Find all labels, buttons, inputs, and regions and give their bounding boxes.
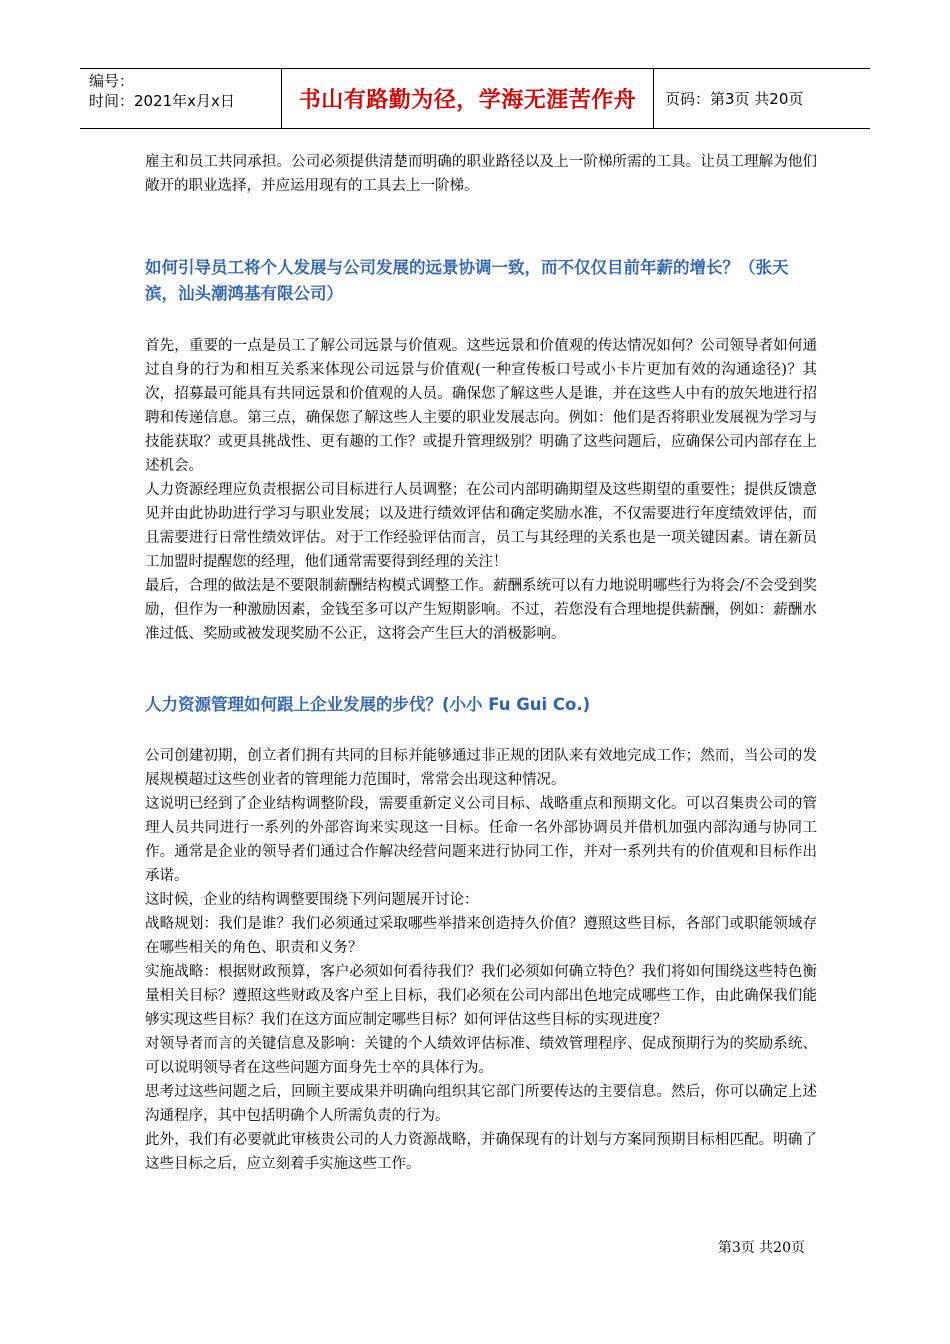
header-motto: 书山有路勤为径，学海无涯苦作舟 [282, 69, 654, 128]
paragraph: 这说明已经到了企业结构调整阶段，需要重新定义公司目标、战略重点和预期文化。可以召集贵公司的管理人员共同进行一系列的外部咨询来实现这一目标。任命一名外部协调员并借机加强内部沟通与协同工作。通常是企业的领导者们通过合作解决经营问题来进行协同工作，并对一系列共有的价值观和目标作出承诺。 [145, 796, 817, 884]
header-left-cell [80, 69, 282, 128]
section-heading: 如何引导员工将个人发展与公司发展的远景协调一致，而不仅仅目前年薪的增长？（张天滨，汕头潮鸿基有限公司） [145, 258, 789, 303]
page-footer: 第3页 共20页 [717, 1240, 805, 1256]
doc-number-label: 编号： [89, 72, 135, 90]
paragraph: 实施战略：根据财政预算，客户必须如何看待我们？我们必须如何确立特色？我们将如何围绕这些特色衡量相关目标？遵照这些财政及客户至上目标，我们必须在公司内部出色地完成哪些工作，由此确保我们能够实现这些目标？我们在这方面应制定哪些目标？如何评估这些目标的实现进度？ [145, 964, 817, 1028]
paragraph: 雇主和员工共同承担。公司必须提供清楚而明确的职业路径以及上一阶梯所需的工具。让员工理解为他们敞开的职业选择，并应运用现有的工具去上一阶梯。 [145, 154, 817, 194]
paragraph: 公司创建初期，创立者们拥有共同的目标并能够通过非正规的团队来有效地完成工作；然而，当公司的发展规模超过这些创业者的管理能力范围时，常常会出现这种情况。 [145, 748, 817, 788]
paragraph: 对领导者而言的关键信息及影响：关键的个人绩效评估标准、绩效管理程序、促成预期行为的奖励系统、可以说明领导者在这些问题方面身先士卒的具体行为。 [145, 1036, 817, 1076]
paragraph: 首先，重要的一点是员工了解公司远景与价值观。这些远景和价值观的传达情况如何？公司领导者如何通过自身的行为和相互关系来体现公司远景与价值观(一种宣传板口号或小卡片更加有效的沟通途径)？其次，招募最可能具有共同远景和价值观的人员。确保您了解这些人是谁，并在这些人中有的放矢地进行招聘和传递信息。第三点，确保您了解这些人主要的职业发展志向。例如：他们是否将职业发展视为学习与技能获取？或更具挑战性、更有趣的工作？或提升管理级别？明确了这些问题后，应确保公司内部存在上述机会。 [145, 338, 817, 474]
paragraph: 战略规划：我们是谁？我们必须通过采取哪些举措来创造持久价值？遵照这些目标，各部门或职能领域存在哪些相关的角色、职责和义务？ [145, 916, 817, 956]
section-heading: 人力资源管理如何跟上企业发展的步伐？(小小 Fu Gui Co.) [145, 695, 591, 714]
date-label: 时间：2021年x月x日 [89, 92, 235, 110]
header-page-info: 页码：第3页 共20页 [665, 90, 804, 108]
page-header [80, 68, 870, 129]
paragraph: 思考过这些问题之后，回顾主要成果并明确向组织其它部门所要传达的主要信息。然后，你可以确定上述沟通程序，其中包括明确个人所需负责的行为。 [145, 1084, 817, 1124]
document-body [145, 150, 817, 1176]
paragraph: 这时候，企业的结构调整要围绕下列问题展开讨论： [145, 892, 479, 908]
paragraph: 最后，合理的做法是不要限制薪酬结构模式调整工作。薪酬系统可以有力地说明哪些行为将会/不会受到奖励，但作为一种激励因素，金钱至多可以产生短期影响。不过，若您没有合理地提供薪酬，例如：薪酬水准过低、奖励或被发现奖励不公正，这将会产生巨大的消极影响。 [145, 578, 817, 642]
paragraph: 此外，我们有必要就此审核贵公司的人力资源战略，并确保现有的计划与方案同预期目标相匹配。明确了这些目标之后，应立刻着手实施这些工作。 [145, 1132, 817, 1172]
paragraph: 人力资源经理应负责根据公司目标进行人员调整；在公司内部明确期望及这些期望的重要性；提供反馈意见并由此协助进行学习与职业发展；以及进行绩效评估和确定奖励水准，不仅需要进行年度绩效评估，而且需要进行日常性绩效评估。对于工作经验评估而言，员工与其经理的关系也是一项关键因素。请在新员工加盟时提醒您的经理，他们通常需要得到经理的关注！ [145, 482, 817, 570]
